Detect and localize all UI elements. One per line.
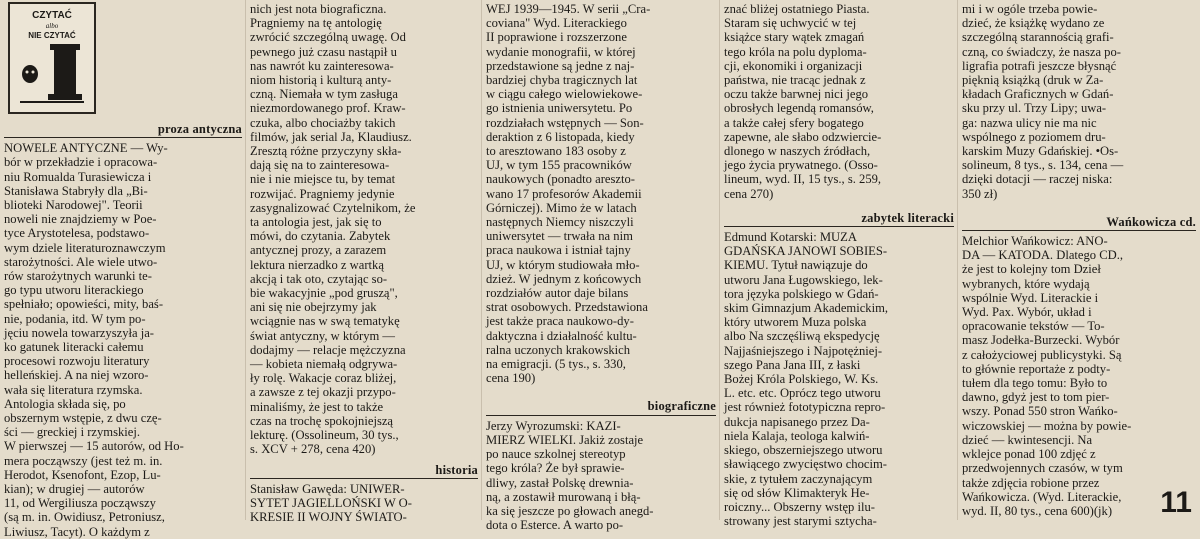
text-line: że jest to kolejny tom Dzieł: [962, 262, 1101, 277]
text-line: skie, z tytułem zaczynającym: [724, 471, 873, 486]
text-line: Pragniemy na tę antologię: [250, 16, 382, 31]
text-line: pięknią książką (druk w Za-: [962, 73, 1104, 88]
text-line: zapewne, ale słabo odzwiercie-: [724, 129, 882, 144]
text-line: — kobieta niemałą odgrywa-: [250, 357, 398, 372]
text-line: ani się nie obejrzymy jak: [250, 300, 377, 315]
text-line: dają się na to zainteresowa-: [250, 158, 390, 173]
text-line: bór w przekładzie i opracowa-: [4, 155, 158, 170]
text-line: czną, co świadczy, że nasza po-: [962, 44, 1121, 59]
page-number: 11: [1160, 486, 1192, 519]
text-line: wym dziele literaturoznawczym: [4, 240, 166, 255]
text-line: 350 zł): [962, 186, 998, 201]
text-line: Liwiusz, Tacyt). O każdym z: [4, 524, 150, 539]
text-line: bie wakacyjnie „pod gruszą",: [250, 286, 398, 301]
text-line: niezmordowanego prof. Kraw-: [250, 101, 406, 116]
text-line: noweli nie znajdziemy w Poe-: [4, 212, 157, 227]
text-line: cji, ekonomiki i organizacji: [724, 58, 863, 73]
text-line: oczu także barwnej nici jego: [724, 87, 869, 102]
text-line: książce stary wątek zmagań: [724, 30, 865, 45]
article-anoda: [962, 234, 1196, 518]
text-line: UJ, w tym 155 pracowników: [486, 158, 632, 173]
text-line: dukcja napisanego przez Da-: [724, 414, 870, 429]
text-line: a zawsze z tej okazji przypo-: [250, 385, 396, 400]
text-line: ści — greckiej i rzymskiej.: [4, 425, 141, 440]
logo-text-bottom: NIE CZYTAĆ: [28, 31, 76, 40]
text-line: ga: nazwa ulicy nie ma nic: [962, 115, 1097, 130]
text-line: tora języka polskiego w Gdań-: [724, 286, 879, 301]
text-line: ralna uczonych krakowskich: [486, 342, 631, 357]
text-line: Antologia składa się, po: [4, 396, 126, 411]
text-line: wciągnie nas w swą tematykę: [250, 314, 400, 329]
article-nowele-cont: [250, 2, 478, 457]
text-line: coviana" Wyd. Literackiego: [486, 16, 627, 31]
text-line: pewnego już czasu nastąpił u: [250, 44, 397, 59]
text-line: opracowanie tekstów — To-: [962, 319, 1105, 334]
text-line: Jerzy Wyrozumski: KAZI-: [486, 418, 621, 433]
text-line: wspólnego z poziomem dru-: [962, 129, 1106, 144]
text-line: nie, podania, itd. W tym po-: [4, 311, 146, 326]
text-line: spełniało; opowieści, mity, baś-: [4, 297, 164, 312]
column-3: [482, 0, 720, 533]
text-line: sławiącego zwycięstwo chocim-: [724, 457, 887, 472]
text-line: Staram się uchwycić w tej: [724, 16, 857, 31]
text-line: starożytności. Ale wiele utwo-: [4, 254, 158, 269]
text-line: UJ, w którym studiowała mło-: [486, 257, 640, 272]
text-line: lekturę. (Ossolineum, 30 tys.,: [250, 428, 399, 443]
text-line: szego Pana Jana III, z łaski: [724, 357, 861, 372]
text-line: obrosłych legendą romansów,: [724, 101, 874, 116]
text-line: solineum, 8 tys., s. 134, cena —: [962, 158, 1124, 173]
text-line: na emigracji. (5 tys., s. 330,: [486, 357, 626, 372]
text-line: roiczny... Obszerny wstęp ilu-: [724, 499, 875, 514]
text-line: MIERZ WIELKI. Jakiż zostaje: [486, 432, 644, 447]
article-kazimierz: [486, 419, 716, 533]
text-line: praca naukowa i istniał tajny: [486, 243, 631, 258]
text-line: jęciu nowela towarzyszyła ja-: [4, 325, 155, 340]
column-4: [720, 0, 958, 529]
text-line: kian); w drugiej — autorów: [4, 482, 145, 497]
text-line: WEJ 1939—1945. W serii „Cra-: [486, 2, 651, 16]
text-line: to aresztowano 183 osoby z: [486, 144, 626, 159]
column-5: [958, 0, 1200, 520]
logo-text-mid: albo: [45, 22, 59, 30]
text-line: wklejce ponad 100 zdjęć z: [962, 447, 1096, 462]
article-uniwersytet-cont: [486, 2, 716, 385]
text-line: daktyczna i działalność kultu-: [486, 328, 637, 343]
text-line: dzieć, że książkę wydano ze: [962, 16, 1105, 31]
section-head-historia: historia: [250, 463, 478, 479]
text-line: tyce Arystotelesa, podstawo-: [4, 226, 150, 241]
text-line: antycznej prozy, a zarazem: [250, 243, 387, 258]
text-line: wano 17 profesorów Akademii: [486, 186, 642, 201]
text-line: dzieć — kwintesencji. Na: [962, 432, 1093, 447]
text-line: niom historią i kulturą anty-: [250, 73, 392, 88]
column-1: [0, 0, 246, 539]
text-line: dota o Esterce. A warto po-: [486, 518, 624, 533]
text-line: ną, a zostawił murowaną i błą-: [486, 489, 641, 504]
text-line: 11, od Wergiliusza począwszy: [4, 496, 156, 511]
text-line: mówi, do czytania. Zabytek: [250, 229, 391, 244]
text-line: II poprawione i rozszerzone: [486, 30, 627, 45]
text-line: tułem dla tego tomu: Było to: [962, 376, 1108, 391]
text-line: Wyd. Pax. Wybór, układ i: [962, 305, 1092, 320]
czytac-logo: [8, 2, 96, 114]
text-line: deraktion z 6 listopada, kiedy: [486, 129, 635, 144]
text-line: utworu Jana Ługowskiego, lek-: [724, 272, 883, 287]
text-line: dlonego w naszych źródłach,: [724, 144, 871, 159]
text-line: akcją i tak oto, czytając so-: [250, 271, 388, 286]
text-line: albo Na szczęśliwą ekspedycję: [724, 329, 880, 344]
text-line: wspólnie Wyd. Literackie i: [962, 290, 1099, 305]
text-line: sku przy ul. Trzy Lipy; uwa-: [962, 101, 1107, 116]
text-line: jego życia prywatnego. (Osso-: [724, 158, 878, 173]
text-line: przedwojennych czasów, w tym: [962, 461, 1123, 476]
text-line: następnych Niemcy niszczyli: [486, 215, 634, 230]
text-line: Stanisław Gawęda: UNIWER-: [250, 481, 405, 496]
section-head-biograficzne: biograficzne: [486, 399, 716, 415]
text-line: dzięki dotacji — raczej niska:: [962, 172, 1113, 187]
text-line: lektura nierzadko z wartką: [250, 257, 384, 272]
text-line: Edmund Kotarski: MUZA: [724, 230, 857, 245]
text-line: NOWELE ANTYCZNE — Wy-: [4, 141, 168, 156]
text-line: Bożej Króla Polskiego, W. Ks.: [724, 372, 879, 387]
text-line: nie i nie miejsce tu, by temat: [250, 172, 396, 187]
section-head-zabytek: zabytek literacki: [724, 211, 954, 227]
text-line: rów starożytnych warunki te-: [4, 269, 152, 284]
text-line: s. XCV + 278, cena 420): [250, 442, 376, 457]
article-muza-cont: [962, 2, 1196, 201]
text-line: jest także praca naukowo-dy-: [486, 314, 634, 329]
text-line: skiego, obszerniejszego utworu: [724, 443, 883, 458]
text-line: przedstawione są jedne z naj-: [486, 58, 635, 73]
column-2: [246, 0, 482, 525]
text-line: GDAŃSKA JANOWI SOBIES-: [724, 244, 888, 259]
text-line: procesowi rozwoju literatury: [4, 354, 150, 369]
text-line: także zdjęcia robione przez: [962, 475, 1100, 490]
text-line: rozdziałów autor daje bilans: [486, 286, 629, 301]
text-line: bardziej chyba tragicznych lat: [486, 73, 638, 88]
text-line: cena 270): [724, 186, 774, 201]
text-line: tego króla na polu dyploma-: [724, 44, 867, 59]
text-line: dodajmy — relacje mężczyzna: [250, 342, 406, 357]
reader-figure-icon: [10, 4, 94, 112]
text-line: masz Jodełka-Burzecki. Wybór: [962, 333, 1120, 348]
text-line: KRESIE II WOJNY ŚWIATO-: [250, 510, 407, 525]
text-line: dawno, gdyż jest to tom pier-: [962, 390, 1110, 405]
article-uniwersytet: [250, 482, 478, 525]
article-muza: [724, 230, 954, 528]
text-line: wała się literatura rzymska.: [4, 382, 143, 397]
text-line: czas na trochę spokojniejszą: [250, 413, 394, 428]
text-line: filmów, jak serial Ja, Klaudiusz.: [250, 129, 412, 144]
text-line: z całożyciowej publicystyki. Są: [962, 347, 1122, 362]
text-line: go istnienia uniwersytetu. Po: [486, 101, 633, 116]
text-line: jest również fototypiczna repro-: [724, 400, 886, 415]
text-line: świat antyczny, w którym —: [250, 328, 396, 343]
text-line: go typu utworu literackiego: [4, 283, 144, 298]
text-line: rozwijać. Pragniemy jedynie: [250, 186, 395, 201]
text-line: Stanisława Stabryły dla „Bi-: [4, 183, 148, 198]
text-line: się od słów Klimakteryk He-: [724, 485, 870, 500]
text-line: czną. Niemała w tym zasługa: [250, 87, 398, 102]
text-line: a także całej sfery bogatego: [724, 115, 864, 130]
text-line: zasygnalizować Czytelnikom, że: [250, 200, 416, 215]
text-line: Herodot, Ksenofont, Ezop, Lu-: [4, 467, 161, 482]
text-line: Melchior Wańkowicz: ANO-: [962, 234, 1108, 249]
text-line: SYTET JAGIELLOŃSKI W O-: [250, 495, 412, 510]
text-line: ły rolę. Wakacje coraz bliżej,: [250, 371, 397, 386]
text-line: kładach Graficznych w Gdań-: [962, 87, 1114, 102]
text-line: dliwy, zastał Polskę drewnia-: [486, 475, 634, 490]
text-line: czuka, albo chociażby takich: [250, 115, 396, 130]
text-line: po nauce szkolnej stereotyp: [486, 447, 626, 462]
article-kazimierz-cont: [724, 2, 954, 201]
article-nowele: [4, 141, 242, 539]
text-line: ko gatunek literacki całemu: [4, 340, 144, 355]
text-line: strowany jest starymi sztycha-: [724, 514, 877, 529]
text-line: ta antologia jest, jak się to: [250, 215, 382, 230]
text-line: (są m. in. Owidiusz, Petroniusz,: [4, 510, 165, 525]
text-line: nich jest nota biograficzna.: [250, 2, 387, 16]
text-line: DA — KATODA. Dlatego CD.,: [962, 248, 1124, 263]
text-line: wiczowskiej — można by powie-: [962, 418, 1132, 433]
text-line: helleńskiej. A na niej wzoro-: [4, 368, 149, 383]
text-line: W pierwszej — 15 autorów, od Ho-: [4, 439, 184, 454]
text-line: wszy. Ponad 550 stron Wańko-: [962, 404, 1118, 419]
text-line: Najjaśniejszego i Najpotężniej-: [724, 343, 883, 358]
text-line: państwa, nie tracąc jednak z: [724, 73, 866, 88]
text-line: wyd. II, 80 tys., cena 600)(jk): [962, 503, 1113, 518]
text-line: to głównie reportaże z podty-: [962, 361, 1111, 376]
text-line: wydanie monografii, w której: [486, 44, 636, 59]
text-line: karskim Muzy Gdańskiej. •Os-: [962, 144, 1119, 159]
text-line: Wańkowicza. (Wyd. Literackie,: [962, 489, 1122, 504]
logo-text-top: CZYTAĆ: [32, 10, 72, 21]
text-line: blioteki Narodowej". Teorii: [4, 198, 143, 213]
text-line: nas nawrót ku zainteresowa-: [250, 58, 394, 73]
text-line: ka się jeszcze po głowach anegd-: [486, 503, 654, 518]
text-line: KIEMU. Tytuł nawiązuje do: [724, 258, 868, 273]
text-line: znać bliżej ostatniego Piasta.: [724, 2, 870, 16]
text-line: niu Romualda Turasiewicza i: [4, 169, 152, 184]
text-line: dzież. W jednym z końcowych: [486, 271, 642, 286]
text-line: Górniczej). Mimo że w latach: [486, 200, 637, 215]
text-line: obszernym wstępie, z dwu czę-: [4, 411, 162, 426]
text-line: który utworem Muza polska: [724, 315, 867, 330]
text-line: minaliśmy, że jest to także: [250, 399, 384, 414]
text-line: niela Kalaja, teologa kalwiń-: [724, 428, 870, 443]
section-head-proza: proza antyczna: [4, 122, 242, 138]
text-line: rozdziałach wstępnych — Son-: [486, 115, 644, 130]
text-line: Zresztą różne przyczyny skła-: [250, 144, 402, 159]
text-line: zwrócić szczególną uwagę. Od: [250, 30, 406, 45]
text-line: lineum, wyd. II, 15 tys., s. 259,: [724, 172, 882, 187]
text-line: szczególną starannością grafi-: [962, 30, 1114, 45]
text-line: naukowych (ponadto areszto-: [486, 172, 635, 187]
text-line: uniwersytet — trwała na nim: [486, 229, 633, 244]
text-line: tego króla? Że był sprawie-: [486, 461, 625, 476]
text-line: ligrafia potrafi jeszcze błysnąć: [962, 58, 1117, 73]
text-line: cena 190): [486, 371, 536, 386]
text-line: L. etc. etc. Oprócz tego utworu: [724, 386, 881, 401]
text-line: mera począwszy (jest też m. in.: [4, 453, 163, 468]
text-line: strat osobowych. Przedstawiona: [486, 300, 648, 315]
text-line: mi i w ogóle trzeba powie-: [962, 2, 1098, 16]
section-head-wankowicz: Wańkowicza cd.: [962, 215, 1196, 231]
text-line: w ciągu całego wielowiekowe-: [486, 87, 643, 102]
text-line: skim Gimnazjum Akademickim,: [724, 301, 889, 316]
text-line: wybranych, które wydają: [962, 276, 1090, 291]
